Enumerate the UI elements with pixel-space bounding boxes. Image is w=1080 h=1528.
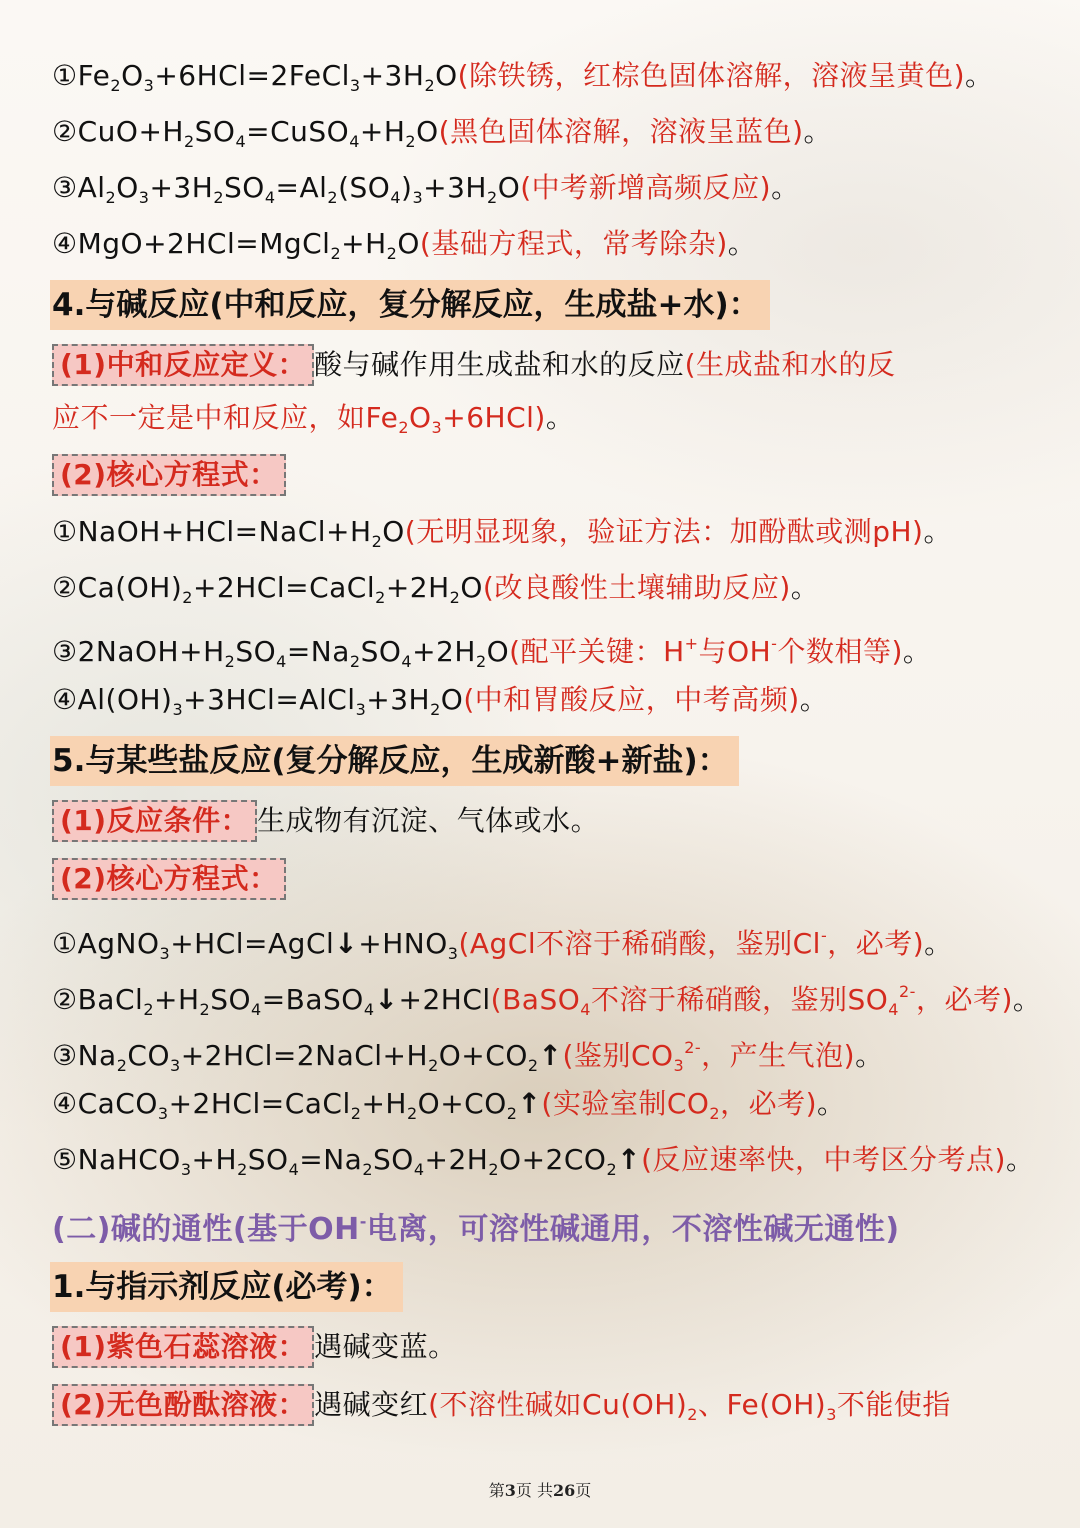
label-tag: (2)核心方程式：: [52, 454, 286, 496]
equation-line: $③Al_2O_3+3H_2SO_4=Al_2(SO_4)_3+3H_2O$(中考新增高频反应)。: [52, 171, 800, 207]
equation-line: $④MgO+2HCl=MgCl_2+H_2O$(基础方程式，常考除杂)。: [52, 227, 757, 263]
equation-line: $③Na_2CO_3+2HCl=2NaCl+H_2O+CO_2↑$(鉴别$CO_3^{2-}$，产生气泡)。: [52, 1038, 884, 1075]
label-line: [52, 858, 1040, 900]
definition-line: 应不一定是中和反应，如$Fe_2O_3+6HCl$)。: [52, 401, 575, 437]
equation-line: $②BaCl_2+H_2SO_4=BaSO_4↓+2HCl(BaSO_4$不溶于稀硝酸，鉴别$SO_4^{2-}$，必考)。: [52, 982, 1042, 1019]
equation-note: (黑色固体溶解，溶液呈蓝色): [438, 115, 804, 148]
page-total: 26: [552, 1481, 576, 1500]
indicator-line: (2)无色酚酞溶液： 遇碱变红(不溶性碱如$Cu(OH)_2$、$Fe(OH)_3$不能使指: [52, 1384, 1040, 1435]
section-heading: 5.与某些盐反应(复分解反应，生成新酸+新盐)：: [50, 736, 739, 786]
equation-note: (反应速率快，中考区分考点): [641, 1143, 1006, 1176]
page-number: 3: [504, 1481, 516, 1500]
equation-line: $①NaOH+HCl=NaCl+H_2O$(无明显现象，验证方法：加酚酞或测pH)。: [52, 515, 952, 551]
equation-note: (中考新增高频反应): [520, 171, 772, 204]
label-tag: (2)无色酚酞溶液：: [52, 1384, 314, 1426]
label-tag: (1)紫色石蕊溶液：: [52, 1326, 314, 1368]
section-heading: 4.与碱反应(中和反应，复分解反应，生成盐+水)：: [50, 280, 770, 330]
page-footer: 第3页 共26页: [488, 1481, 592, 1500]
equation-line: $②CuO+H_2SO_4=CuSO_4+H_2O$(黑色固体溶解，溶液呈蓝色)。: [52, 115, 833, 151]
equation-note: (除铁锈，红棕色固体溶解，溶液呈黄色): [457, 59, 966, 92]
equation-note: (无明显现象，验证方法：加酚酞或测pH): [404, 515, 924, 548]
equation-note: (改良酸性土壤辅助反应): [482, 571, 791, 604]
definition-line: (1)中和反应定义： 酸与碱作用生成盐和水的反应(生成盐和水的反: [52, 344, 1040, 386]
equation-line: $②Ca(OH)_2+2HCl=CaCl_2+2H_2O$(改良酸性土壤辅助反应)。: [52, 571, 820, 607]
equation-line: $①Fe_2O_3+6HCl=2FeCl_3+3H_2O$(除铁锈，红棕色固体溶解，溶液呈黄色)。: [52, 59, 994, 95]
gas-arrow-icon: ↑: [617, 1143, 642, 1176]
section-title: (二)碱的通性(基于OH-电离，可溶性碱通用，不溶性碱无通性): [52, 1212, 900, 1247]
section-heading: 1.与指示剂反应(必考)：: [50, 1262, 403, 1312]
gas-arrow-icon: ↑: [517, 1087, 542, 1120]
equation-note: (中和胃酸反应，中考高频): [463, 683, 800, 716]
precipitate-arrow-icon: ↓: [334, 927, 359, 960]
equation-line: $⑤NaHCO_3+H_2SO_4=Na_2SO_4+2H_2O+2CO_2↑$(反应速率快，中考区分考点)。: [52, 1143, 1035, 1179]
equation-line: $③2NaOH+H_2SO_4=Na_2SO_4+2H_2O$(配平关键：H+与OH-个数相等)。: [52, 634, 932, 671]
indicator-line: (1)紫色石蕊溶液： 遇碱变蓝。: [52, 1326, 1040, 1368]
gas-arrow-icon: ↑: [538, 1039, 563, 1072]
label-tag: (1)反应条件：: [52, 800, 257, 842]
equation-line: $④CaCO_3+2HCl=CaCl_2+H_2O+CO_2↑$(实验室制$CO_2$，必考)。: [52, 1087, 846, 1123]
condition-line: (1)反应条件： 生成物有沉淀、气体或水。: [52, 800, 1040, 842]
label-line: [52, 454, 1040, 496]
precipitate-arrow-icon: ↓: [374, 983, 399, 1016]
equation-line: $④Al(OH)_3+3HCl=AlCl_3+3H_2O$(中和胃酸反应，中考高频)。: [52, 683, 829, 719]
label-tag: (2)核心方程式：: [52, 858, 286, 900]
label-tag: (1)中和反应定义：: [52, 344, 314, 386]
equation-note: (基础方程式，常考除杂): [419, 227, 728, 260]
equation-line: $①AgNO_3+HCl=AgCl↓+HNO_3(AgCl$不溶于稀硝酸，鉴别Cl-，必考)。: [52, 926, 953, 963]
